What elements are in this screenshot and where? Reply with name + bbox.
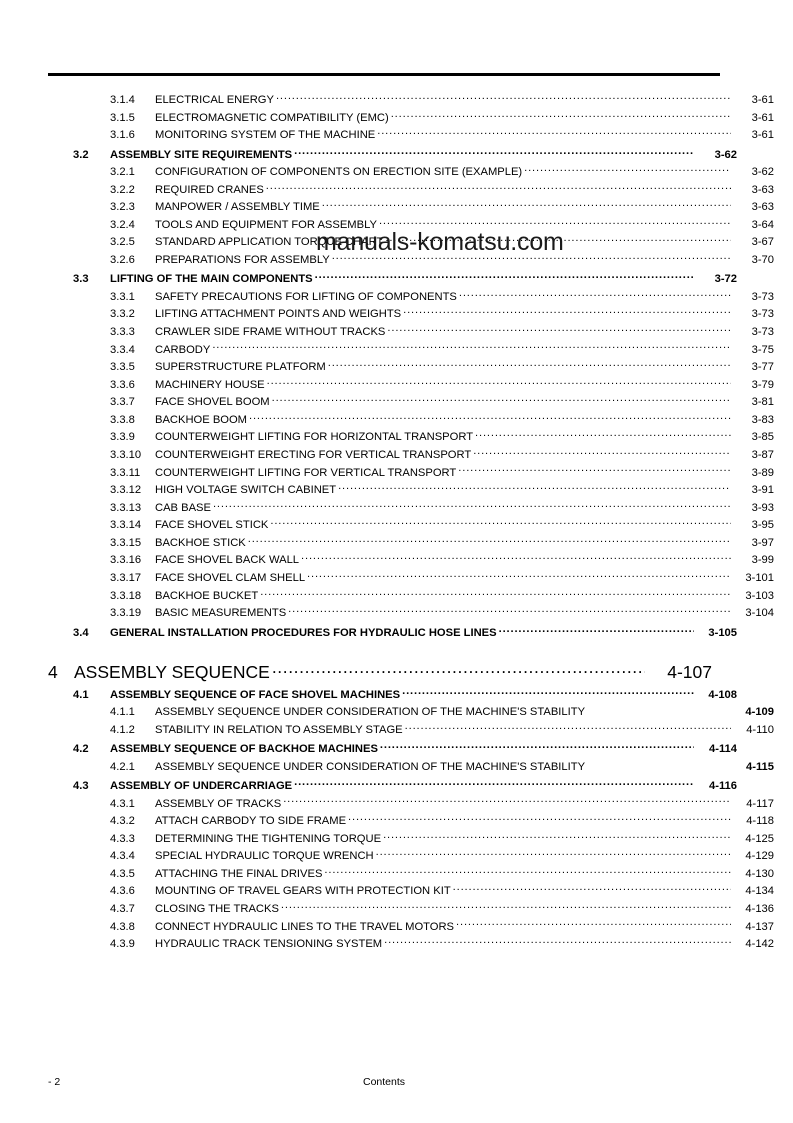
toc-entry-page-number: 3-91 — [751, 484, 774, 497]
toc-entry[interactable] — [48, 552, 774, 566]
toc-entry[interactable] — [48, 217, 774, 231]
toc-leader-dots — [281, 901, 731, 912]
toc-entry-number: 3.3.18 — [110, 589, 142, 602]
toc-leader-dots — [272, 661, 645, 679]
toc-entry[interactable] — [48, 813, 774, 827]
toc-entry-title: MACHINERY HOUSE — [155, 378, 265, 391]
toc-entry[interactable] — [48, 324, 774, 338]
toc-entry-title: CRAWLER SIDE FRAME WITHOUT TRACKS — [155, 325, 386, 338]
toc-entry-page-number: 3-81 — [751, 396, 774, 409]
toc-entry-page-number: 4-129 — [745, 850, 774, 863]
toc-entry[interactable] — [48, 517, 774, 531]
toc-entry-number: 3.1.5 — [110, 111, 135, 124]
toc-entry-page-number: 3-61 — [751, 111, 774, 124]
toc-entry-title: ATTACHING THE FINAL DRIVES — [155, 867, 323, 880]
toc-entry[interactable] — [48, 306, 774, 320]
toc-entry-number: 3.1.6 — [110, 129, 135, 142]
toc-entry-number: 4.3.3 — [110, 832, 135, 845]
toc-entry-title: GENERAL INSTALLATION PROCEDURES FOR HYDRAULIC HOSE LINES — [110, 626, 497, 639]
toc-leader-dots — [456, 918, 731, 929]
toc-entry-page-number: 4-107 — [667, 662, 712, 683]
toc-entry-number: 3.3.3 — [110, 325, 135, 338]
toc-entry-page-number: 4-137 — [745, 920, 774, 933]
toc-entry-title: LIFTING OF THE MAIN COMPONENTS — [110, 273, 313, 286]
toc-entry[interactable] — [48, 570, 774, 584]
toc-leader-dots — [377, 127, 731, 138]
toc-entry-number: 3.3.4 — [110, 343, 135, 356]
toc-entry-number: 3.3.17 — [110, 572, 142, 585]
toc-entry-number: 4 — [48, 662, 58, 683]
toc-entry-number: 3.2.3 — [110, 201, 135, 214]
toc-entry-title: CONFIGURATION OF COMPONENTS ON ERECTION SITE (EXAMPLE) — [155, 166, 523, 179]
toc-entry-number: 4.3.9 — [110, 938, 135, 951]
toc-entry-page-number: 3-83 — [751, 413, 774, 426]
toc-entry-page-number: 3-105 — [708, 626, 737, 639]
toc-entry-number: 3.3.12 — [110, 484, 142, 497]
toc-entry-title: ASSEMBLY SEQUENCE UNDER CONSIDERATION OF THE MACHINE'S STABILITY — [155, 760, 586, 773]
toc-entry-number: 3.2.6 — [110, 254, 135, 267]
toc-entry-page-number: 3-70 — [751, 254, 774, 267]
toc-entry[interactable] — [48, 464, 774, 478]
toc-entry[interactable] — [48, 147, 737, 161]
toc-entry-title: MONITORING SYSTEM OF THE MACHINE — [155, 129, 376, 142]
toc-entry-number: 3.2.4 — [110, 218, 135, 231]
toc-leader-dots — [276, 92, 731, 103]
toc-entry[interactable] — [48, 164, 774, 178]
toc-entry-page-number: 4-108 — [708, 688, 737, 701]
toc-entry-title: ASSEMBLY SEQUENCE OF FACE SHOVEL MACHINES — [110, 688, 401, 701]
toc-entry-title: ASSEMBLY SEQUENCE — [74, 662, 270, 683]
toc-entry-number: 4.3.8 — [110, 920, 135, 933]
toc-entry[interactable] — [48, 377, 774, 391]
toc-entry[interactable] — [48, 535, 774, 549]
toc-entry-page-number: 3-61 — [751, 94, 774, 107]
toc-entry[interactable] — [48, 447, 774, 461]
toc-entry-page-number: 3-72 — [714, 273, 737, 286]
toc-entry-title: FACE SHOVEL CLAM SHELL — [155, 572, 306, 585]
toc-entry-page-number: 4-134 — [745, 885, 774, 898]
toc-entry-number: 3.2.5 — [110, 236, 135, 249]
toc-entry-number: 3.2 — [73, 148, 89, 161]
toc-entry[interactable] — [48, 234, 774, 248]
toc-entry[interactable] — [48, 412, 774, 426]
toc-entry-number: 4.1.2 — [110, 723, 135, 736]
toc-entry[interactable] — [48, 359, 774, 373]
toc-entry[interactable] — [48, 110, 774, 124]
toc-entry-number: 3.2.2 — [110, 183, 135, 196]
toc-entry-title: ASSEMBLY SEQUENCE OF BACKHOE MACHINES — [110, 743, 378, 756]
toc-entry-title: FACE SHOVEL BACK WALL — [155, 554, 300, 567]
toc-entry-page-number: 4-142 — [745, 938, 774, 951]
toc-entry-number: 3.3.15 — [110, 536, 142, 549]
toc-leader-dots — [328, 359, 731, 370]
toc-entry-title: SUPERSTRUCTURE PLATFORM — [155, 361, 326, 374]
toc-leader-dots — [266, 182, 731, 193]
toc-entry[interactable] — [48, 500, 774, 514]
toc-leader-dots — [324, 866, 731, 877]
toc-entry-title: ASSEMBLY OF TRACKS — [155, 797, 282, 810]
toc-leader-dots — [473, 447, 731, 458]
toc-entry[interactable] — [48, 704, 774, 718]
toc-entry-number: 4.3 — [73, 780, 89, 793]
toc-leader-dots — [385, 234, 731, 245]
toc-entry[interactable] — [48, 778, 737, 792]
toc-entry-title: ATTACH CARBODY TO SIDE FRAME — [155, 815, 347, 828]
toc-entry-title: LIFTING ATTACHMENT POINTS AND WEIGHTS — [155, 308, 402, 321]
toc-entry[interactable] — [48, 289, 774, 303]
toc-leader-dots — [403, 306, 731, 317]
toc-leader-dots — [587, 759, 731, 770]
toc-entry-number: 3.1.4 — [110, 94, 135, 107]
toc-entry[interactable] — [48, 624, 737, 638]
toc-entry-number: 4.3.2 — [110, 815, 135, 828]
table-of-contents — [48, 92, 774, 954]
toc-entry-page-number: 3-64 — [751, 218, 774, 231]
toc-entry[interactable] — [48, 587, 774, 601]
toc-entry[interactable] — [48, 918, 774, 932]
toc-leader-dots — [283, 795, 731, 806]
footer-page-number: - 2 — [48, 1076, 61, 1088]
toc-entry-number: 3.3.2 — [110, 308, 135, 321]
toc-leader-dots — [332, 252, 731, 263]
header-rule — [48, 73, 720, 76]
toc-leader-dots — [405, 722, 731, 733]
toc-entry-number: 4.3.5 — [110, 867, 135, 880]
toc-entry[interactable] — [48, 759, 774, 773]
toc-entry-title: STABILITY IN RELATION TO ASSEMBLY STAGE — [155, 723, 403, 736]
toc-entry[interactable] — [48, 341, 774, 355]
toc-leader-dots — [383, 830, 731, 841]
toc-entry-number: 3.3.5 — [110, 361, 135, 374]
toc-leader-dots — [387, 324, 731, 335]
toc-entry-page-number: 3-89 — [751, 466, 774, 479]
toc-entry-page-number: 3-85 — [751, 431, 774, 444]
toc-entry-page-number: 3-73 — [751, 325, 774, 338]
toc-leader-dots — [270, 517, 731, 528]
toc-entry-page-number: 3-99 — [751, 554, 774, 567]
toc-entry-title: DETERMINING THE TIGHTENING TORQUE — [155, 832, 382, 845]
toc-entry-title: COUNTERWEIGHT LIFTING FOR HORIZONTAL TRANSPORT — [155, 431, 474, 444]
toc-leader-dots — [524, 164, 731, 175]
toc-leader-dots — [391, 110, 731, 121]
toc-entry-number: 3.3.6 — [110, 378, 135, 391]
toc-entry-page-number: 3-104 — [745, 607, 774, 620]
watermark-text: manuals-komatsu.com — [316, 228, 564, 256]
toc-entry-number: 4.3.1 — [110, 797, 135, 810]
toc-entry[interactable] — [48, 271, 737, 285]
toc-leader-dots — [384, 936, 731, 947]
toc-entry-title: FACE SHOVEL STICK — [155, 519, 269, 532]
toc-entry-title: HIGH VOLTAGE SWITCH CABINET — [155, 484, 337, 497]
toc-leader-dots — [315, 271, 694, 282]
toc-entry-number: 4.1 — [73, 688, 89, 701]
toc-entry[interactable] — [48, 92, 774, 106]
toc-entry-title: ASSEMBLY OF UNDERCARRIAGE — [110, 780, 293, 793]
toc-entry-number: 3.2.1 — [110, 166, 135, 179]
toc-entry-number: 4.2 — [73, 743, 89, 756]
toc-leader-dots — [453, 883, 731, 894]
toc-entry-page-number: 4-117 — [746, 797, 774, 810]
toc-leader-dots — [213, 500, 731, 511]
toc-entry-page-number: 3-61 — [751, 129, 774, 142]
toc-entry-page-number: 4-125 — [745, 832, 774, 845]
toc-entry-page-number: 3-73 — [751, 308, 774, 321]
toc-entry-title: TOOLS AND EQUIPMENT FOR ASSEMBLY — [155, 218, 377, 231]
toc-entry[interactable] — [48, 661, 712, 682]
toc-entry-page-number: 4-115 — [746, 760, 774, 773]
toc-entry-page-number: 3-73 — [751, 290, 774, 303]
toc-entry-number: 4.2.1 — [110, 760, 135, 773]
toc-leader-dots — [212, 341, 731, 352]
toc-leader-dots — [458, 464, 731, 475]
toc-leader-dots — [475, 429, 731, 440]
toc-entry-title: MANPOWER / ASSEMBLY TIME — [155, 201, 320, 214]
toc-entry-page-number: 3-97 — [751, 536, 774, 549]
toc-entry-number: 3.3.1 — [110, 290, 135, 303]
toc-entry-page-number: 3-67 — [751, 236, 774, 249]
toc-leader-dots — [301, 552, 731, 563]
toc-entry-number: 3.3.16 — [110, 554, 142, 567]
toc-entry[interactable] — [48, 687, 737, 701]
toc-entry-page-number: 4-116 — [709, 780, 737, 793]
toc-entry-page-number: 4-114 — [709, 743, 737, 756]
toc-entry-number: 4.1.1 — [110, 706, 135, 719]
toc-entry-number: 3.3.7 — [110, 396, 135, 409]
toc-entry[interactable] — [48, 866, 774, 880]
toc-entry-title: CAB BASE — [155, 501, 211, 514]
toc-entry[interactable] — [48, 936, 774, 950]
toc-entry-title: SAFETY PRECAUTIONS FOR LIFTING OF COMPONENTS — [155, 290, 457, 303]
toc-entry-number: 4.3.7 — [110, 902, 135, 915]
toc-entry-title: BASIC MEASUREMENTS — [155, 607, 287, 620]
toc-entry[interactable] — [48, 722, 774, 736]
toc-entry-title: STANDARD APPLICATION TORQUE CHART — [155, 236, 384, 249]
toc-entry-page-number: 3-87 — [751, 449, 774, 461]
toc-entry-number: 3.3.10 — [110, 449, 142, 461]
toc-entry-title: REQUIRED CRANES — [155, 183, 264, 196]
toc-leader-dots — [272, 394, 731, 405]
toc-leader-dots — [376, 848, 731, 859]
toc-entry[interactable] — [48, 429, 774, 443]
toc-entry-page-number: 3-62 — [714, 148, 737, 161]
toc-leader-dots — [267, 377, 731, 388]
page-footer — [48, 1076, 720, 1092]
toc-entry-number: 3.3.19 — [110, 607, 142, 620]
toc-entry[interactable] — [48, 605, 774, 619]
toc-leader-dots — [379, 217, 731, 228]
toc-entry-title: CARBODY — [155, 343, 211, 356]
toc-entry-number: 3.3 — [73, 273, 89, 286]
toc-entry-title: BACKHOE BOOM — [155, 413, 248, 426]
toc-entry[interactable] — [48, 252, 774, 266]
toc-entry[interactable] — [48, 199, 774, 213]
toc-entry-title: ASSEMBLY SEQUENCE UNDER CONSIDERATION OF THE MACHINE'S STABILITY — [155, 706, 586, 719]
toc-entry-title: COUNTERWEIGHT LIFTING FOR VERTICAL TRANSPORT — [155, 466, 457, 479]
toc-entry-page-number: 3-79 — [751, 378, 774, 391]
toc-entry-title: HYDRAULIC TRACK TENSIONING SYSTEM — [155, 938, 383, 951]
toc-entry-title: BACKHOE STICK — [155, 536, 246, 549]
toc-entry[interactable] — [48, 901, 774, 915]
toc-entry-title: PREPARATIONS FOR ASSEMBLY — [155, 254, 330, 267]
toc-entry-number: 3.3.11 — [110, 466, 141, 479]
toc-entry-page-number: 4-130 — [745, 867, 774, 880]
toc-entry-title: BACKHOE BUCKET — [155, 589, 259, 602]
toc-leader-dots — [288, 605, 731, 616]
toc-entry-number: 3.3.14 — [110, 519, 142, 532]
toc-entry-title: SPECIAL HYDRAULIC TORQUE WRENCH — [155, 850, 374, 863]
toc-entry-page-number: 3-75 — [751, 343, 774, 356]
toc-leader-dots — [380, 741, 694, 752]
toc-entry[interactable] — [48, 741, 737, 755]
toc-entry-number: 3.3.8 — [110, 413, 135, 426]
toc-leader-dots — [322, 199, 731, 210]
toc-entry-number: 3.4 — [73, 626, 89, 639]
toc-entry-page-number: 3-95 — [751, 519, 774, 532]
toc-entry[interactable] — [48, 883, 774, 897]
toc-leader-dots — [249, 412, 731, 423]
toc-entry-page-number: 3-62 — [751, 166, 774, 179]
toc-leader-dots — [402, 687, 694, 698]
toc-entry-number: 4.3.4 — [110, 850, 135, 863]
toc-entry-page-number: 4-118 — [746, 815, 774, 828]
toc-entry[interactable] — [48, 182, 774, 196]
toc-entry-title: ELECTROMAGNETIC COMPATIBILITY (EMC) — [155, 111, 389, 124]
toc-leader-dots — [248, 535, 731, 546]
toc-entry[interactable] — [48, 795, 774, 809]
toc-entry-page-number: 3-63 — [751, 183, 774, 196]
toc-entry-number: 4.3.6 — [110, 885, 135, 898]
footer-section-label: Contents — [362, 1076, 406, 1088]
toc-entry-page-number: 3-101 — [745, 572, 774, 585]
toc-entry[interactable] — [48, 394, 774, 408]
toc-entry-title: CLOSING THE TRACKS — [155, 902, 279, 915]
toc-leader-dots — [348, 813, 731, 824]
toc-leader-dots — [294, 147, 694, 158]
toc-entry-page-number: 3-63 — [751, 201, 774, 214]
toc-leader-dots — [260, 587, 731, 598]
toc-leader-dots — [338, 482, 731, 493]
toc-entry-page-number: 3-93 — [751, 501, 774, 514]
toc-entry-number: 3.3.13 — [110, 501, 142, 514]
toc-entry[interactable] — [48, 482, 774, 496]
toc-entry-page-number: 4-110 — [746, 723, 774, 736]
toc-entry-title: CONNECT HYDRAULIC LINES TO THE TRAVEL MOTORS — [155, 920, 455, 933]
toc-entry-page-number: 3-103 — [745, 589, 774, 602]
toc-entry[interactable] — [48, 127, 774, 141]
toc-leader-dots — [587, 704, 731, 715]
toc-entry-title: FACE SHOVEL BOOM — [155, 396, 270, 409]
toc-leader-dots — [307, 570, 731, 581]
toc-entry-number: 3.3.9 — [110, 431, 135, 444]
toc-entry[interactable] — [48, 830, 774, 844]
toc-entry-title: ELECTRICAL ENERGY — [155, 94, 274, 107]
toc-entry[interactable] — [48, 848, 774, 862]
toc-leader-dots — [499, 624, 694, 635]
toc-entry-title: ASSEMBLY SITE REQUIREMENTS — [110, 148, 293, 161]
toc-entry-page-number: 4-109 — [745, 706, 774, 719]
toc-entry-title: COUNTERWEIGHT ERECTING FOR VERTICAL TRANSPORT — [155, 449, 472, 461]
toc-leader-dots — [294, 778, 694, 789]
toc-leader-dots — [459, 289, 731, 300]
toc-entry-title: MOUNTING OF TRAVEL GEARS WITH PROTECTION KIT — [155, 885, 451, 898]
toc-entry-page-number: 3-77 — [751, 361, 774, 374]
toc-entry-page-number: 4-136 — [745, 902, 774, 915]
